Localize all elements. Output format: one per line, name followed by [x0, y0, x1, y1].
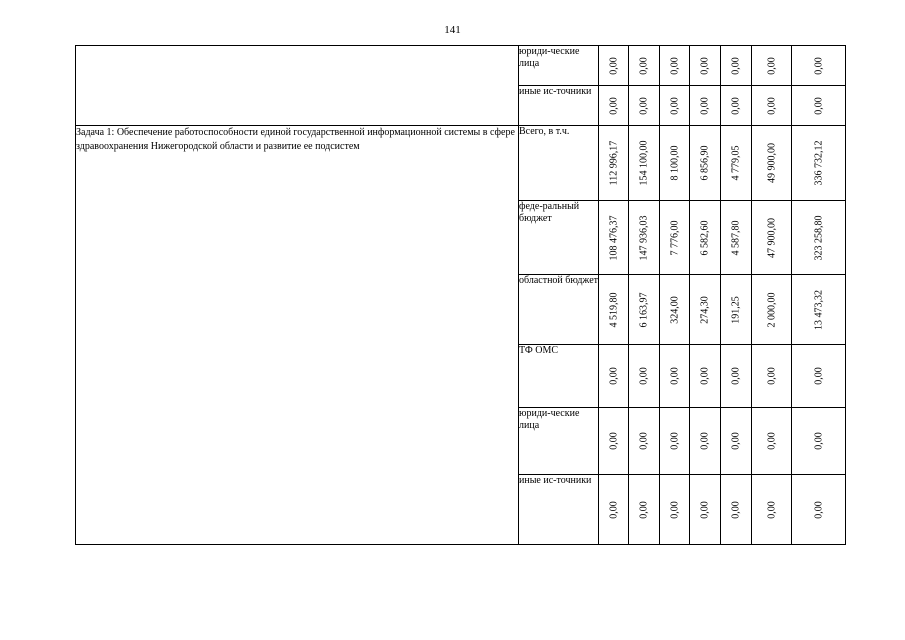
- value-cell: 0,00: [669, 56, 680, 75]
- value-cell: 0,00: [669, 432, 680, 450]
- value-cell: 191,25: [730, 295, 742, 324]
- value-cell: 0,00: [730, 56, 742, 75]
- value-cell: 0,00: [813, 500, 824, 519]
- value-cell: 108 476,37: [608, 215, 619, 260]
- budget-table: [75, 45, 846, 545]
- value-cell: 0,00: [669, 500, 680, 519]
- value-cell: 4 587,80: [730, 220, 742, 255]
- value-cell: 0,00: [638, 56, 650, 75]
- value-cell: 0,00: [669, 367, 680, 385]
- value-cell: 274,30: [699, 295, 711, 324]
- value-cell: 0,00: [699, 367, 711, 385]
- value-cell: 0,00: [730, 500, 742, 519]
- source-label: иные ис-точники: [519, 475, 599, 545]
- value-cell: 8 100,00: [669, 145, 680, 181]
- value-cell: 0,00: [813, 367, 824, 385]
- value-cell: 0,00: [730, 432, 742, 450]
- task-description: Задача 1: Обеспечение работоспособности единой государственной информационной системы в сфере здравоохранения Нижегородской области и развитие ее подсистем: [76, 126, 519, 545]
- source-label: ТФ ОМС: [519, 345, 599, 408]
- source-label: феде-ральный бюджет: [519, 201, 599, 275]
- value-cell: 0,00: [638, 500, 650, 519]
- value-cell: 4 519,80: [608, 292, 619, 327]
- value-cell: 6 856,90: [699, 145, 711, 181]
- value-cell: 0,00: [699, 56, 711, 75]
- value-cell: 0,00: [813, 96, 824, 115]
- value-cell: 0,00: [638, 96, 650, 115]
- value-cell: 0,00: [766, 500, 777, 519]
- value-cell: 0,00: [813, 56, 824, 75]
- value-cell: 154 100,00: [638, 140, 650, 186]
- value-cell: 13 473,32: [813, 289, 824, 330]
- value-cell: 0,00: [730, 96, 742, 115]
- value-cell: 0,00: [813, 432, 824, 450]
- source-label: иные ис-точники: [519, 86, 599, 126]
- value-cell: 0,00: [730, 367, 742, 385]
- value-cell: 6 582,60: [699, 220, 711, 255]
- value-cell: 0,00: [608, 367, 619, 385]
- value-cell: 147 936,03: [638, 215, 650, 260]
- value-cell: 7 776,00: [669, 220, 680, 255]
- value-cell: 0,00: [766, 96, 777, 115]
- value-cell: 0,00: [699, 432, 711, 450]
- value-cell: 0,00: [669, 96, 680, 115]
- value-cell: 323 258,80: [813, 215, 824, 260]
- value-cell: 0,00: [638, 432, 650, 450]
- value-cell: 6 163,97: [638, 292, 650, 327]
- value-cell: 0,00: [766, 56, 777, 75]
- value-cell: 4 779,05: [730, 145, 742, 181]
- source-label: юриди-ческие лица: [519, 46, 599, 86]
- table-row: [76, 126, 846, 201]
- value-cell: 47 900,00: [766, 217, 777, 258]
- page-number: 141: [444, 24, 461, 36]
- value-cell: 2 000,00: [766, 292, 777, 327]
- source-label: Всего, в т.ч.: [519, 126, 599, 201]
- source-label: областной бюджет: [519, 275, 599, 345]
- value-cell: 0,00: [638, 367, 650, 385]
- value-cell: 0,00: [699, 500, 711, 519]
- value-cell: 0,00: [608, 500, 619, 519]
- source-label: юриди-ческие лица: [519, 408, 599, 475]
- value-cell: 0,00: [608, 432, 619, 450]
- value-cell: 324,00: [669, 295, 680, 324]
- value-cell: 0,00: [766, 367, 777, 385]
- value-cell: 336 732,12: [813, 140, 824, 186]
- value-cell: 0,00: [699, 96, 711, 115]
- empty-task-cell: [76, 46, 519, 126]
- value-cell: 112 996,17: [608, 140, 619, 186]
- value-cell: 49 900,00: [766, 143, 777, 183]
- value-cell: 0,00: [608, 56, 619, 75]
- table-row: [76, 46, 846, 86]
- value-cell: 0,00: [766, 432, 777, 450]
- value-cell: 0,00: [608, 96, 619, 115]
